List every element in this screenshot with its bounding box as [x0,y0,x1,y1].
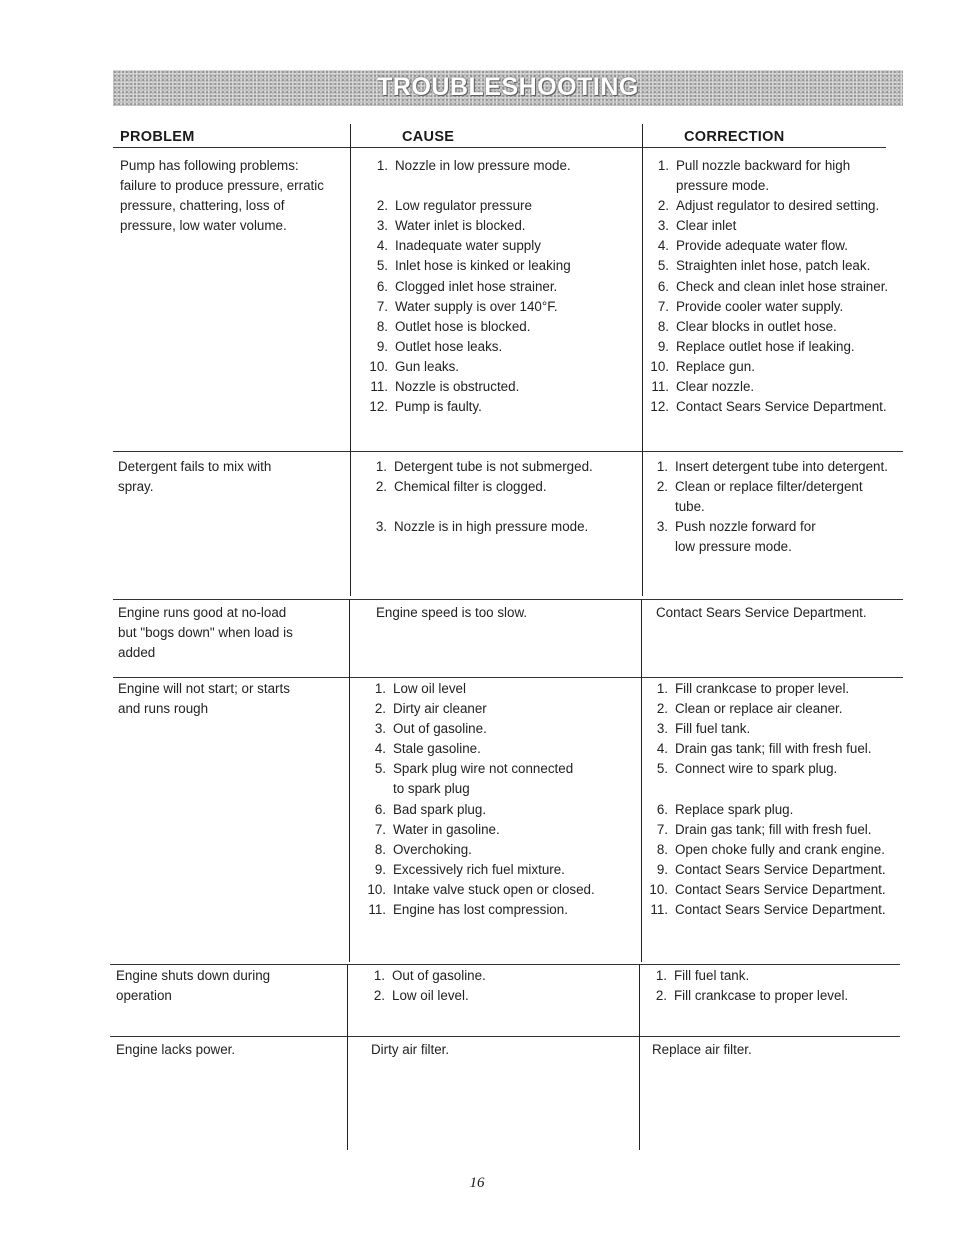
problem-cell: Engine shuts down during operation [116,968,271,1004]
list-item: 7. Water in gasoline. [374,821,500,837]
list-item: 3. Nozzle is in high pressure mode. [375,519,589,535]
list-item: 7. Water supply is over 140°F. [376,298,558,314]
cause-list [362,679,595,920]
header-cause: CAUSE [402,129,455,145]
cause-text: Engine speed is too slow. [376,605,528,620]
list-item: 8. Open choke fully and crank engine. [656,841,885,857]
list-item [365,497,593,517]
list-item: 10. Intake valve stuck open or closed. [367,881,595,897]
list-item: 4. Inadequate water supply [376,238,541,254]
cause-list [361,966,486,1006]
problem-cell: Engine will not start; or starts and runs rough [118,681,290,717]
list-item: 1. Fill fuel tank. [655,968,750,983]
cause-list [365,457,593,537]
list-item: 1. Low oil level [374,681,466,696]
list-item: 12. Contact Sears Service Department. [650,399,887,415]
list-item: 7. Provide cooler water supply. [657,298,844,314]
list-item: 2. Dirty air cleaner [374,701,487,717]
problem-cell: Detergent fails to mix with spray. [118,459,272,495]
list-item: 10. Gun leaks. [369,358,460,374]
column-divider [350,124,351,596]
column-divider [642,124,643,596]
row-divider [110,964,900,965]
list-item: 3. Water inlet is blocked. [376,218,526,234]
list-item: 10. Replace gun. [650,358,755,374]
list-item: 8. Clear blocks in outlet hose. [657,318,837,334]
correction-list [646,457,888,557]
row-divider [110,1036,900,1037]
list-item: 2. Adjust regulator to desired setting. [657,198,880,214]
list-item: 1. Out of gasoline. [373,968,486,983]
cause-text: Dirty air filter. [371,1042,450,1057]
list-item: 2. Clean or replace air cleaner. [656,701,843,717]
list-item: 4. Stale gasoline. [374,741,481,757]
list-item: 3. Clear inlet [657,218,737,234]
list-item: 5. Spark plug wire not connected to spark plug [374,761,574,797]
list-item: 1. Insert detergent tube into detergent. [656,459,888,474]
header-problem: PROBLEM [120,129,195,145]
list-item: 9. Outlet hose leaks. [376,338,503,354]
correction-text: Contact Sears Service Department. [656,605,867,620]
list-item: 6. Replace spark plug. [656,801,794,817]
correction-list [643,966,848,1006]
list-item: 3. Push nozzle forward for low pressure mode. [656,519,816,555]
row-divider [113,677,903,678]
list-item: 2. Fill crankcase to proper level. [655,988,849,1004]
list-item: 2. Chemical filter is clogged. [375,479,547,495]
row-divider [113,599,903,600]
list-item: 6. Clogged inlet hose strainer. [376,278,558,294]
list-item: 6. Check and clean inlet hose strainer. [657,278,889,294]
list-item: 11. Nozzle is obstructed. [370,379,520,395]
header-correction: CORRECTION [684,129,785,145]
problem-cell: Engine runs good at no-load but "bogs down" when load is added [118,605,293,661]
list-item [366,176,571,196]
column-divider [349,599,350,962]
list-item: 6. Bad spark plug. [374,801,487,817]
list-item: 4. Provide adequate water flow. [657,238,848,254]
cause-list [366,156,571,417]
list-item: 11. Clear nozzle. [651,379,755,395]
list-item: 8. Overchoking. [374,841,472,857]
list-item: 2. Clean or replace filter/detergent tube. [656,479,863,515]
list-item: 5. Inlet hose is kinked or leaking [376,258,571,274]
title-banner [113,70,903,106]
list-item: 3. Fill fuel tank. [656,721,751,737]
list-item: 10. Contact Sears Service Department. [649,881,886,897]
correction-text: Replace air filter. [652,1042,752,1057]
list-item: 5. Connect wire to spark plug. [656,761,838,777]
page-title: TROUBLESHOOTING [377,73,639,101]
list-item: 7. Drain gas tank; fill with fresh fuel. [656,821,872,837]
column-divider [641,599,642,962]
problem-cell: Pump has following problems: failure to produce pressure, erratic pressure, chattering, loss of pressure, low water volume. [120,158,324,234]
problem-cell: Engine lacks power. [116,1042,236,1057]
list-item: 12. Pump is faulty. [369,399,482,415]
list-item: 1. Pull nozzle backward for high pressure mode. [657,158,851,194]
list-item: 2. Low oil level. [373,988,469,1004]
page-number: 16 [469,1175,485,1191]
list-item: 3. Out of gasoline. [374,721,487,737]
list-item: 2. Low regulator pressure [376,198,532,214]
list-item: 1. Nozzle in low pressure mode. [376,158,571,173]
list-item: 5. Straighten inlet hose, patch leak. [657,258,871,274]
column-divider [639,964,640,1150]
correction-list [644,679,886,920]
row-divider [113,451,903,452]
list-item: 9. Replace outlet hose if leaking. [657,338,855,354]
column-divider [347,964,348,1150]
list-item: 4. Drain gas tank; fill with fresh fuel. [656,741,872,757]
list-item: 1. Detergent tube is not submerged. [375,459,593,474]
list-item: 9. Contact Sears Service Department. [656,861,886,877]
header-rule [113,147,886,148]
list-item: 8. Outlet hose is blocked. [376,318,531,334]
correction-list [647,156,888,417]
list-item: 1. Fill crankcase to proper level. [656,681,850,696]
list-item: 11. Contact Sears Service Department. [650,902,886,918]
list-item: 9. Excessively rich fuel mixture. [374,861,565,877]
list-item: 11. Engine has lost compression. [368,902,568,918]
